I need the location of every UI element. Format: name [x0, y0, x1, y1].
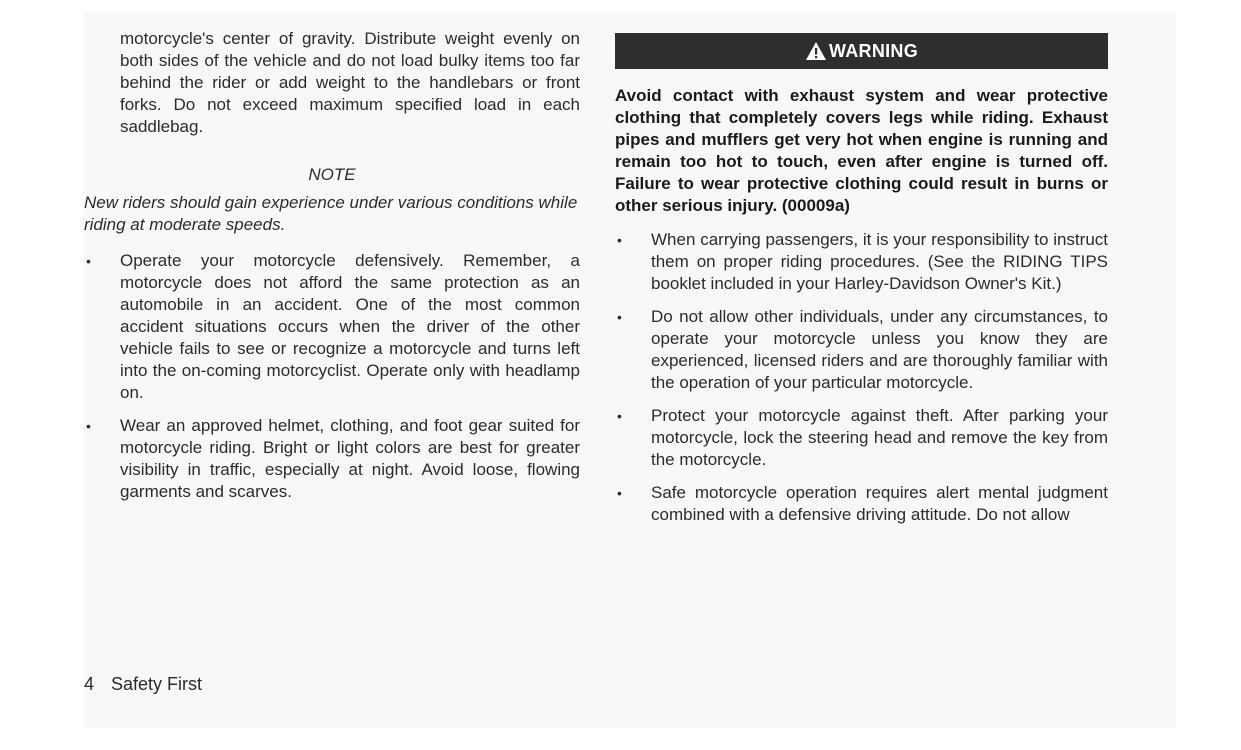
- bullet-icon: •: [617, 232, 622, 248]
- list-item-text: Protect your motorcycle against theft. After parking your motorcycle, lock the steering head and remove the key from the motorcycle.: [651, 406, 1108, 469]
- bullet-icon: •: [617, 485, 622, 501]
- bullet-icon: •: [617, 309, 622, 325]
- bullet-icon: •: [86, 253, 91, 269]
- list-item: [84, 415, 580, 503]
- warning-label: WARNING: [828, 40, 919, 61]
- warning-banner: [615, 33, 1108, 69]
- list-item-text: Safe motorcycle operation requires alert mental judgment combined with a defensive driving attitude. Do not allow: [651, 483, 1108, 524]
- list-item: [615, 405, 1108, 471]
- list-item-text: When carrying passengers, it is your responsibility to instruct them on proper riding procedures. (See the RIDING TIPS booklet included in your Harley-Davidson Owner's Kit.): [651, 230, 1108, 293]
- list-item-text: Do not allow other individuals, under any circumstances, to operate your motorcycle unless you know they are experienced, licensed riders and are thoroughly familiar with the operation of your particular motorcycle.: [651, 307, 1108, 392]
- page-footer: [84, 674, 202, 695]
- note-heading: NOTE: [308, 165, 356, 184]
- list-item: [84, 250, 580, 404]
- bullet-icon: •: [86, 418, 91, 434]
- warning-triangle-icon: [805, 41, 827, 61]
- list-item: [615, 306, 1108, 394]
- page-number: 4: [84, 674, 95, 694]
- bullet-icon: •: [617, 408, 622, 424]
- list-item-text: Wear an approved helmet, clothing, and foot gear suited for motorcycle riding. Bright or light colors are best for greater visibility in traffic, especially at night. Avoid loose, flowing garments and scarves.: [120, 416, 580, 501]
- warning-text: Avoid contact with exhaust system and wear protective clothing that completely covers legs while riding. Exhaust pipes and mufflers get very hot when engine is running and remain too hot to touch, even after engine is turned off. Failure to wear protective clothing could result in burns or other serious injury. (00009a): [615, 86, 1108, 215]
- list-item: [615, 482, 1108, 526]
- list-item: [615, 229, 1108, 295]
- intro-paragraph: motorcycle's center of gravity. Distribute weight evenly on both sides of the vehicle and do not load bulky items too far behind the rider or add weight to the handlebars or front forks. Do not exceed maximum specified load in each saddlebag.: [120, 29, 580, 136]
- note-text: New riders should gain experience under various conditions while riding at moderate speeds.: [84, 193, 578, 234]
- left-column: [84, 28, 580, 514]
- section-title: Safety First: [111, 674, 203, 694]
- list-item-text: Operate your motorcycle defensively. Remember, a motorcycle does not afford the same protection as an automobile in an accident. One of the most common accident situations occurs when the driver of the other vehicle fails to see or recognize a motorcycle and turns left into the on-coming motorcyclist. Operate only with headlamp on.: [120, 251, 580, 402]
- right-column: [615, 33, 1108, 537]
